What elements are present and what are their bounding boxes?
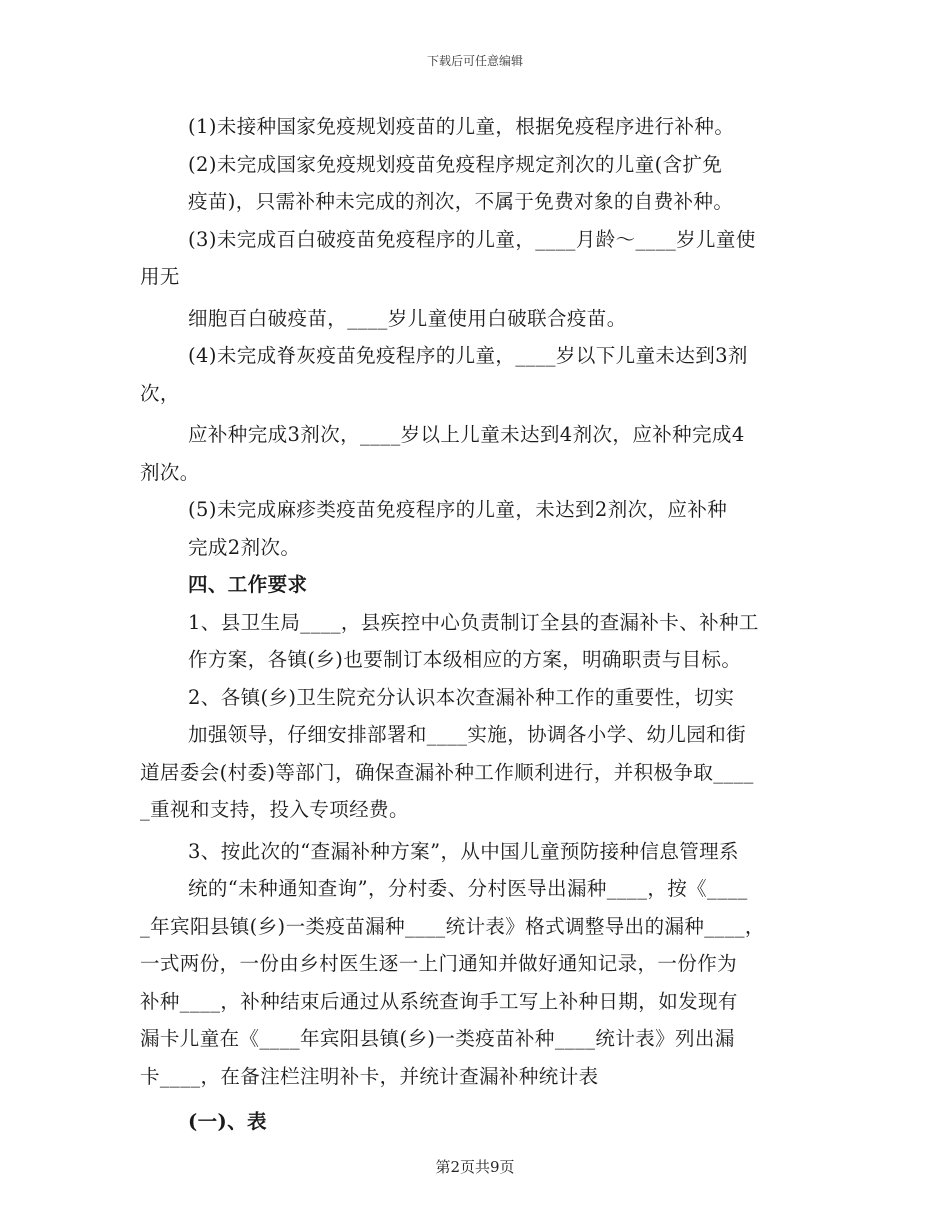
paragraph-line: 2、各镇(乡)卫生院充分认识本次查漏补种工作的重要性，切实 xyxy=(188,685,735,709)
paragraph-line: 次， xyxy=(140,381,180,405)
paragraph-line: 统的“未种通知查询”，分村委、分村医导出漏种____，按《____ xyxy=(188,877,748,900)
paragraph-line: (1)未接种国家免疫规划疫苗的儿童，根据免疫程序进行补种。 xyxy=(188,115,735,138)
paragraph-line: (4)未完成脊灰疫苗免疫程序的儿童，____岁以下儿童未达到3剂 xyxy=(188,344,748,367)
paragraph-line: 完成2剂次。 xyxy=(188,535,301,559)
subsection-heading: (一)、表 xyxy=(188,1110,267,1133)
paragraph-line: (3)未完成百白破疫苗免疫程序的儿童，____月龄～____岁儿童使 xyxy=(188,227,756,251)
paragraph-line: 应补种完成3剂次，____岁以上儿童未达到4剂次，应补种完成4 xyxy=(188,423,745,446)
paragraph-line: 卡____，在备注栏注明补卡，并统计查漏补种统计表 xyxy=(140,1064,599,1088)
paragraph-line: (2)未完成国家免疫规划疫苗免疫程序规定剂次的儿童(含扩免 xyxy=(188,152,723,176)
paragraph-line: 1、县卫生局____，县疾控中心负责制订全县的查漏补卡、补种工 xyxy=(188,610,759,634)
paragraph-line: 道居委会(村委)等部门，确保查漏补种工作顺利进行，并积极争取____ xyxy=(140,760,754,784)
paragraph-line: _年宾阳县镇(乡)一类疫苗漏种____统计表》格式调整导出的漏种____， xyxy=(140,914,765,938)
paragraph-line: 作方案，各镇(乡)也要制订本级相应的方案，明确职责与目标。 xyxy=(188,648,742,671)
page-header: 下载后可任意编辑 xyxy=(426,54,523,68)
paragraph-line: _重视和支持，投入专项经费。 xyxy=(140,798,409,821)
paragraph-line: 用无 xyxy=(140,265,180,288)
section-heading: 四、工作要求 xyxy=(188,573,308,596)
paragraph-line: (5)未完成麻疹类疫苗免疫程序的儿童，未达到2剂次，应补种 xyxy=(188,498,728,521)
paragraph-line: 细胞百白破疫苗，____岁儿童使用白破联合疫苗。 xyxy=(188,306,627,330)
paragraph-line: 补种____，补种结束后通过从系统查询手工写上补种日期，如发现有 xyxy=(140,989,738,1013)
paragraph-line: 3、按此次的“查漏补种方案”，从中国儿童预防接种信息管理系 xyxy=(188,839,739,863)
page-footer: 第2页共9页 xyxy=(435,1158,515,1176)
paragraph-line: 加强领导，仔细安排部署和____实施，协调各小学、幼儿园和街 xyxy=(188,723,747,746)
document-body xyxy=(140,108,820,1141)
paragraph-line: 一式两份，一份由乡村医生逐一上门通知并做好通知记录，一份作为 xyxy=(140,952,738,975)
paragraph-line: 剂次。 xyxy=(140,460,200,484)
paragraph-line: 疫苗)，只需补种未完成的剂次，不属于免费对象的自费补种。 xyxy=(188,190,734,213)
paragraph-line: 漏卡儿童在《____年宾阳县镇(乡)一类疫苗补种____统计表》列出漏 xyxy=(140,1027,735,1050)
